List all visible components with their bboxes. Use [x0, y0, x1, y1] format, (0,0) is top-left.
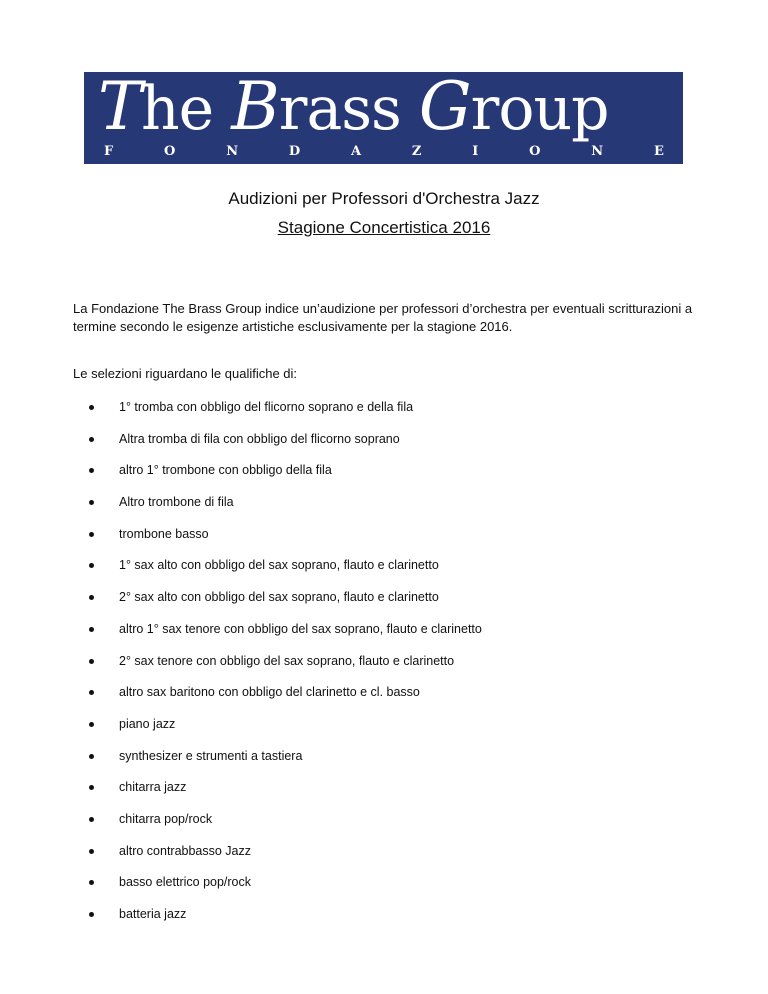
- list-item: batteria jazz: [73, 905, 482, 937]
- bullet-icon: [89, 405, 94, 410]
- intro-paragraph: La Fondazione The Brass Group indice un’audizione per professori d’orchestra per eventuali scritturazioni a termine secondo le esigenze artistiche esclusivamente per la stagione 2016.: [73, 301, 693, 334]
- list-item: 1° sax alto con obbligo del sax soprano, flauto e clarinetto: [73, 556, 482, 588]
- logo-subtitle: F O N D A Z I O N E: [104, 144, 664, 159]
- list-item: trombone basso: [73, 525, 482, 557]
- list-item: chitarra jazz: [73, 778, 482, 810]
- bullet-icon: [89, 627, 94, 632]
- list-item: chitarra pop/rock: [73, 810, 482, 842]
- bullet-icon: [89, 880, 94, 885]
- bullet-icon: [89, 468, 94, 473]
- bullet-icon: [89, 754, 94, 759]
- bullet-icon: [89, 785, 94, 790]
- bullet-icon: [89, 817, 94, 822]
- list-item: altro sax baritono con obbligo del clarinetto e cl. basso: [73, 683, 482, 715]
- logo-wordmark: The Brass Group: [98, 72, 609, 145]
- list-item: altro 1° trombone con obbligo della fila: [73, 461, 482, 493]
- bullet-icon: [89, 849, 94, 854]
- bullet-icon: [89, 500, 94, 505]
- bullet-icon: [89, 722, 94, 727]
- brass-group-logo: [84, 72, 683, 164]
- list-item: altro 1° sax tenore con obbligo del sax soprano, flauto e clarinetto: [73, 620, 482, 652]
- list-item: 1° tromba con obbligo del flicorno soprano e della fila: [73, 398, 482, 430]
- bullet-icon: [89, 532, 94, 537]
- list-item: Altra tromba di fila con obbligo del flicorno soprano: [73, 430, 482, 462]
- bullet-icon: [89, 595, 94, 600]
- list-item: synthesizer e strumenti a tastiera: [73, 747, 482, 779]
- list-item: altro contrabbasso Jazz: [73, 842, 482, 874]
- bullet-icon: [89, 659, 94, 664]
- bullet-icon: [89, 912, 94, 917]
- qualifications-list: [73, 398, 482, 937]
- list-item: piano jazz: [73, 715, 482, 747]
- bullet-icon: [89, 563, 94, 568]
- list-item: basso elettrico pop/rock: [73, 873, 482, 905]
- document-title: Audizioni per Professori d'Orchestra Jazz: [228, 189, 540, 208]
- bullet-icon: [89, 437, 94, 442]
- qualifications-lead: Le selezioni riguardano le qualifiche di:: [73, 366, 298, 381]
- bullet-icon: [89, 690, 94, 695]
- document-subtitle: Stagione Concertistica 2016: [277, 218, 491, 237]
- list-item: 2° sax alto con obbligo del sax soprano, flauto e clarinetto: [73, 588, 482, 620]
- list-item: 2° sax tenore con obbligo del sax soprano, flauto e clarinetto: [73, 652, 482, 684]
- list-item: Altro trombone di fila: [73, 493, 482, 525]
